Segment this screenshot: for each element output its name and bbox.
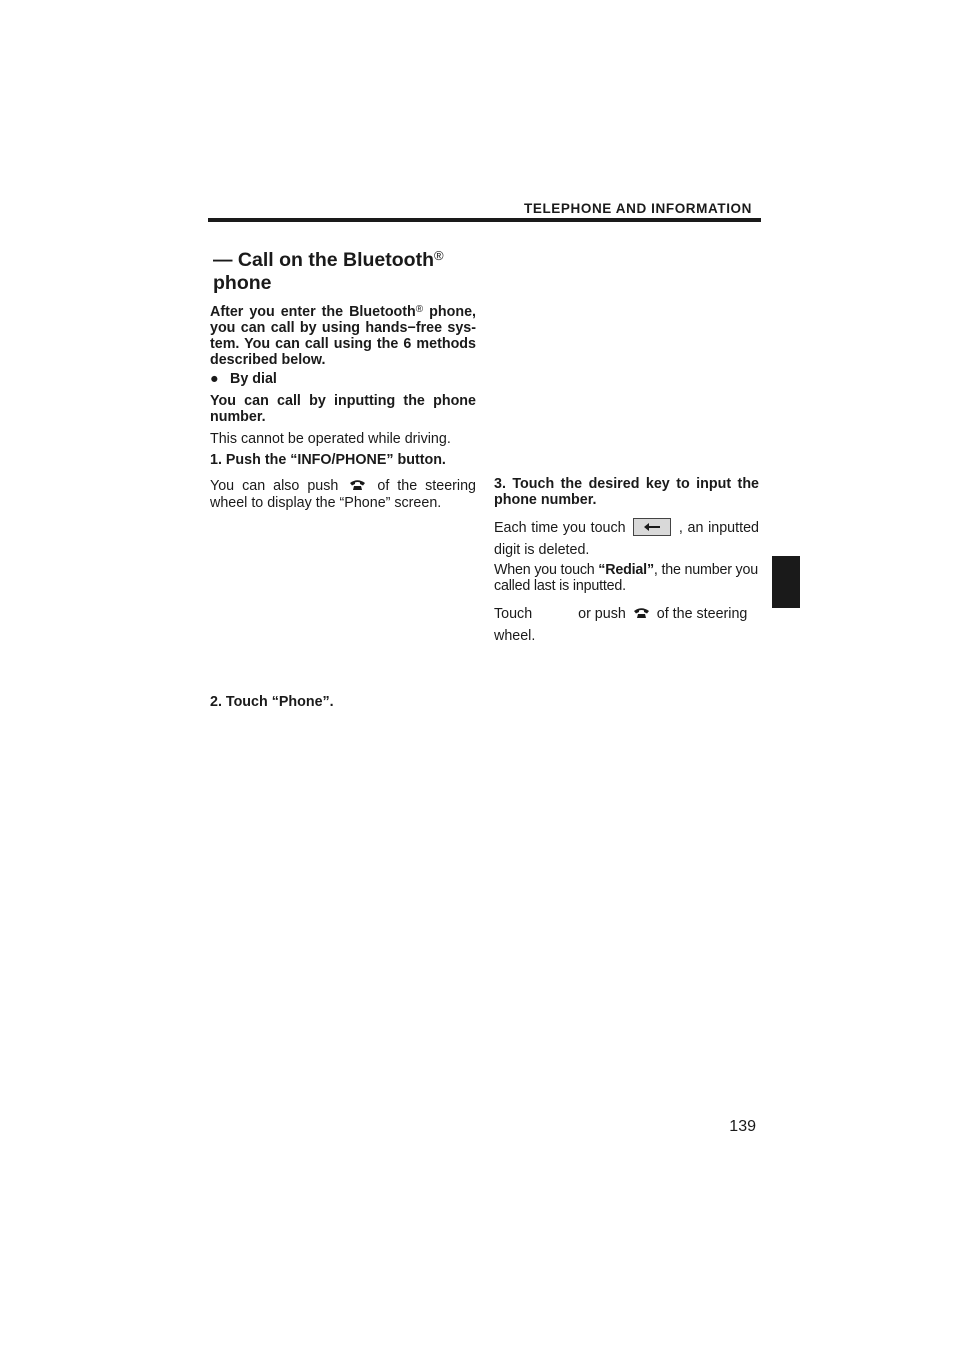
registered-mark: ® xyxy=(433,248,444,263)
step-1-detail-b-start: of the steering xyxy=(377,478,477,494)
subheading: You can call by inputting the phone number. xyxy=(210,393,476,425)
step-1-detail-a: You can also push xyxy=(210,478,339,494)
header-rule xyxy=(208,218,761,222)
touch-text-c-end: wheel. xyxy=(494,628,536,644)
redial-text-b: , the number you called last is inputted. xyxy=(494,562,758,594)
step-2: 2. Touch “Phone”. xyxy=(210,694,334,710)
section-title-text-2: phone xyxy=(213,272,272,294)
phone-handset-icon xyxy=(633,607,650,619)
bullet-icon: ● xyxy=(210,371,219,387)
bullet-label: By dial xyxy=(230,371,277,387)
delete-text-b-start: , an inputted xyxy=(678,520,759,536)
section-title-text: — Call on the Bluetooth xyxy=(213,249,434,271)
touch-text-c-start: of the steering xyxy=(656,606,748,622)
intro-text-a: After you enter the Bluetooth xyxy=(210,304,416,320)
call-paragraph xyxy=(494,603,759,647)
section-title xyxy=(213,244,483,295)
redial-text-a: When you touch xyxy=(494,562,599,578)
step-1: 1. Push the “INFO/PHONE” button. xyxy=(210,452,446,468)
touch-text-b: or push xyxy=(578,606,626,622)
backspace-key xyxy=(633,518,671,536)
redial-key-label: “Redial” xyxy=(598,562,654,578)
intro-paragraph xyxy=(210,302,476,368)
touch-text-a: Touch xyxy=(494,606,533,622)
chapter-side-tab xyxy=(772,556,800,608)
intro-text-b: phone, you can call by using hands−free sys- tem. You can call using the 6 methods described below. xyxy=(210,304,477,368)
note: This cannot be operated while driving. xyxy=(210,431,451,447)
backspace-arrow-icon xyxy=(644,523,660,531)
page-number: 139 xyxy=(729,1118,756,1135)
delete-text-a: Each time you touch xyxy=(494,520,626,536)
running-header: TELEPHONE AND INFORMATION xyxy=(524,201,752,216)
registered-mark: ® xyxy=(415,304,424,315)
delete-text-b-end: digit is deleted. xyxy=(494,542,590,558)
redial-paragraph xyxy=(494,562,759,594)
step-3: 3. Touch the desired key to input the phone number. xyxy=(494,476,759,508)
step-1-detail xyxy=(210,478,476,512)
phone-handset-icon xyxy=(349,479,366,491)
bullet-item xyxy=(210,371,476,387)
delete-paragraph xyxy=(494,517,759,561)
step-1-detail-b: wheel to display the “Phone” screen. xyxy=(210,495,442,511)
